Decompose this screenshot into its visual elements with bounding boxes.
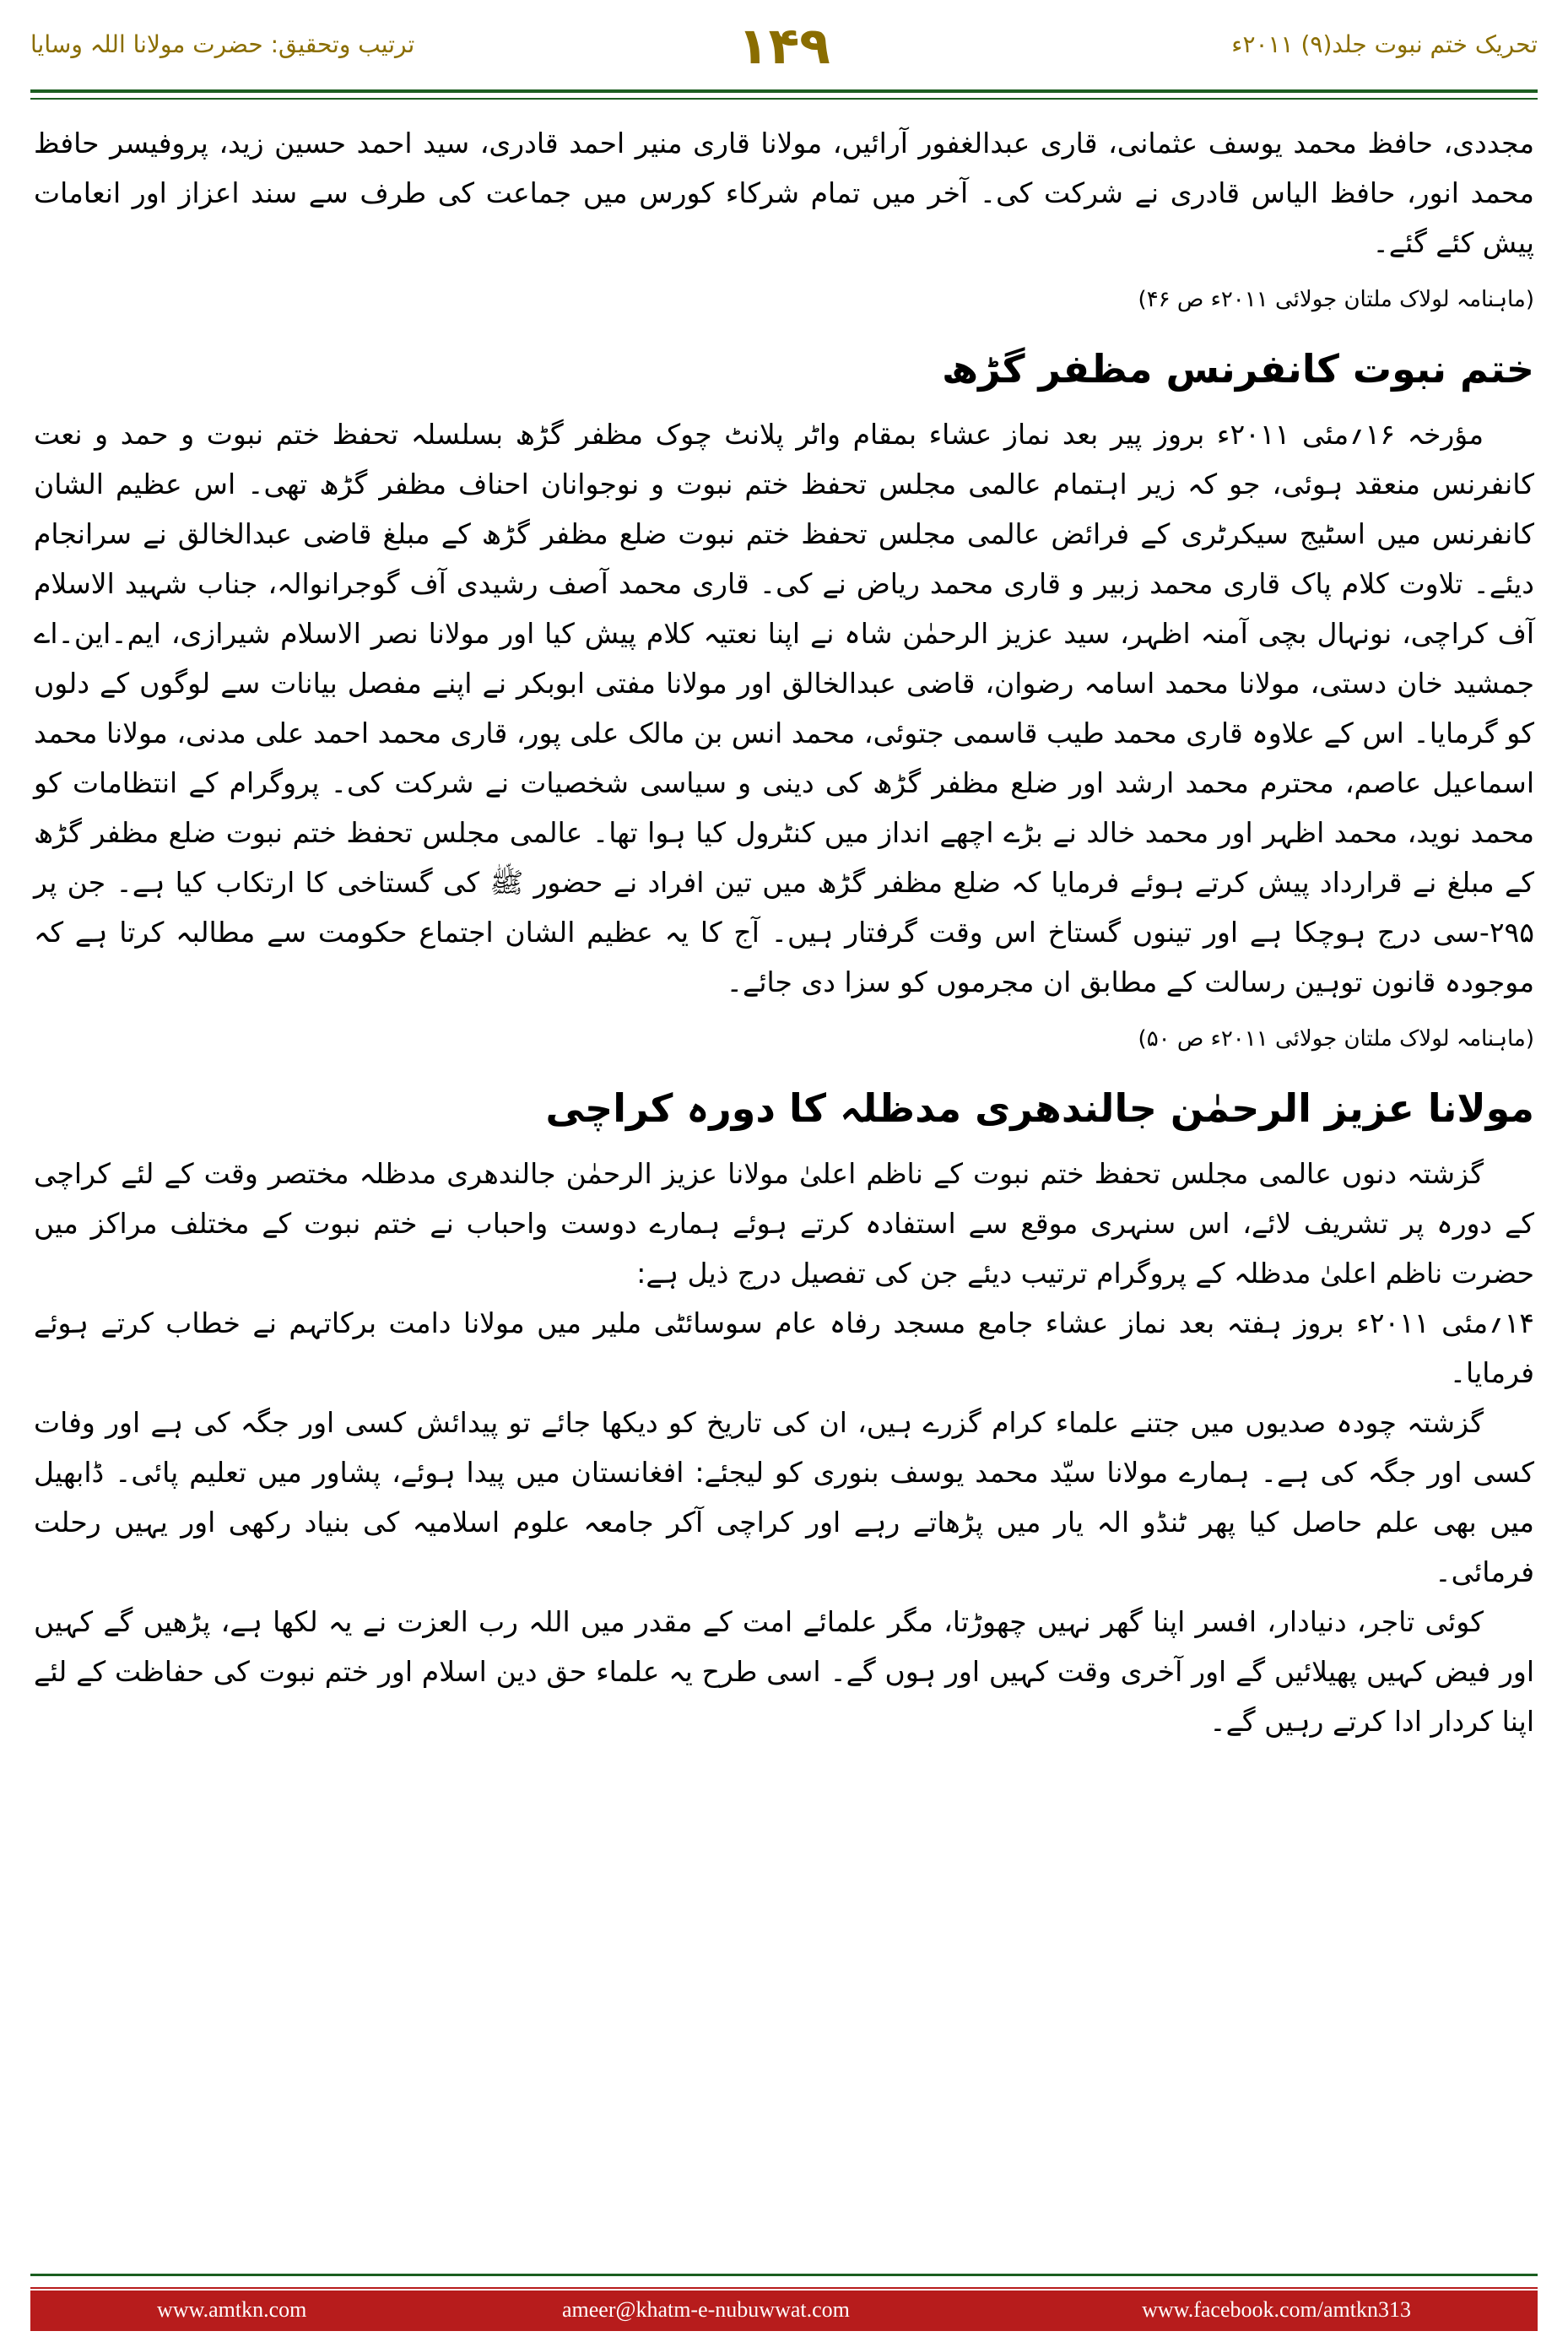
page-header <box>30 0 1538 88</box>
footer-email-link[interactable]: ameer@khatm-e-nubuwwat.com <box>562 2297 850 2322</box>
page-footer <box>30 2285 1538 2331</box>
header-rule-thin <box>30 98 1538 100</box>
intro-reference: (ماہنامہ لولاک ملتان جولائی ۲۰۱۱ء ص ۴۶) <box>1138 287 1534 312</box>
page-body <box>34 118 1534 1746</box>
section1-paragraph: مؤرخہ ۱۶؍مئی ۲۰۱۱ء بروز پیر بعد نماز عشاء بمقام واٹر پلانٹ چوک مظفر گڑھ بسلسلہ تحفظ ختم نبوت و حمد و نعت کانفرنس منعقد ہوئی، جو کہ زیر اہتمام عالمی مجلس تحفظ ختم نبوت و نوجوانان احناف مظفر گڑھ تھی۔ اس عظیم الشان کانفرنس میں اسٹیج سیکرٹری کے فرائض عالمی مجلس تحفظ ختم نبوت ضلع مظفر گڑھ کے مبلغ قاضی عبدالخالق نے سرانجام دیئے۔ تلاوت کلام پاک قاری محمد زبیر و قاری محمد ریاض نے کی۔ قاری محمد آصف رشیدی آف گوجرانوالہ، جناب شہید الاسلام آف کراچی، نونہال بچی آمنہ اظہر، سید عزیز الرحمٰن شاہ نے اپنا نعتیہ کلام پیش کیا اور مولانا نصر الاسلام شیرازی، ایم۔این۔اے جمشید خان دستی، مولانا محمد اسامہ رضوان، قاضی عبدالخالق اور مولانا مفتی ابوبکر نے اپنے مفصل بیانات سے لوگوں کے دلوں کو گرمایا۔ اس کے علاوہ قاری محمد طیب قاسمی جتوئی، محمد انس بن مالک علی پور، قاری محمد احمد علی مدنی، مولانا محمد اسماعیل عاصم، محترم محمد ارشد اور ضلع مظفر گڑھ کی دینی و سیاسی شخصیات نے شرکت کی۔ پروگرام کے انتظامات کو محمد نوید، محمد اظہر اور محمد خالد نے بڑے اچھے انداز میں کنٹرول کیا ہوا تھا۔ عالمی مجلس تحفظ ختم نبوت ضلع مظفر گڑھ کے مبلغ نے قرارداد پیش کرتے ہوئے فرمایا کہ ضلع مظفر گڑھ میں تین افراد نے حضور ﷺ کی گستاخی کا ارتکاب کیا ہے۔ جن پر ۲۹۵-سی درج ہوچکا ہے اور تینوں گستاخ اس وقت گرفتار ہیں۔ آج کا یہ عظیم الشان اجتماع حکومت سے مطالبہ کرتا ہے کہ موجودہ قانون توہین رسالت کے مطابق ان مجرموں کو سزا دی جائے۔ <box>34 418 1534 998</box>
section2-paragraph-4: کوئی تاجر، دنیادار، افسر اپنا گھر نہیں چھوڑتا، مگر علمائے امت کے مقدر میں اللہ رب العزت نے یہ لکھا ہے، پڑھیں گے کہیں اور فیض کہیں پھیلائیں گے اور آخری وقت کہیں اور ہوں گے۔ اسی طرح یہ علماء حق دین اسلام اور ختم نبوت کی حفاظت کے لئے اپنا کردار ادا کرتے رہیں گے۔ <box>34 1605 1534 1738</box>
header-rule <box>30 89 1538 93</box>
section2-heading: مولانا عزیز الرحمٰن جالندھری مدظلہ کا دورہ کراچی <box>545 1085 1534 1131</box>
header-book-title: تحریک ختم نبوت جلد(۹) ۲۰۱۱ء <box>1231 30 1538 58</box>
section1-reference: (ماہنامہ لولاک ملتان جولائی ۲۰۱۱ء ص ۵۰) <box>1138 1026 1534 1052</box>
header-compiler: ترتیب وتحقیق: حضرت مولانا اللہ وسایا <box>30 30 415 58</box>
intro-paragraph: مجددی، حافظ محمد یوسف عثمانی، قاری عبدالغفور آرائیں، مولانا قاری منیر احمد قادری، سید احمد حسین زید، پروفیسر حافظ محمد انور، حافظ الیاس قادری نے شرکت کی۔ آخر میں تمام شرکاء کورس میں جماعت کی طرف سے سند اعزاز اور انعامات پیش کئے گئے۔ <box>34 127 1534 259</box>
section1-heading: ختم نبوت کانفرنس مظفر گڑھ <box>942 346 1534 392</box>
page-number: ۱۴۹ <box>738 17 830 76</box>
footer-website-link[interactable]: www.amtkn.com <box>157 2297 307 2322</box>
section2-paragraph-2: ۱۴؍مئی ۲۰۱۱ء بروز ہفتہ بعد نماز عشاء جامع مسجد رفاہ عام سوسائٹی ملیر میں مولانا دامت برکاتہم نے خطاب کرتے ہوئے فرمایا۔ <box>34 1306 1535 1389</box>
section2-paragraph-1: گزشتہ دنوں عالمی مجلس تحفظ ختم نبوت کے ناظم اعلیٰ مولانا عزیز الرحمٰن جالندھری مدظلہ مختصر وقت کے لئے کراچی کے دورہ پر تشریف لائے، اس سنہری موقع سے استفادہ کرتے ہوئے ہمارے دوست واحباب نے ختم نبوت کے مختلف مراکز میں حضرت ناظم اعلیٰ مدظلہ کے پروگرام ترتیب دیئے جن کی تفصیل درج ذیل ہے: <box>34 1157 1534 1290</box>
section2-paragraph-3: گزشتہ چودہ صدیوں میں جتنے علماء کرام گزرے ہیں، ان کی تاریخ کو دیکھا جائے تو پیدائش کسی اور جگہ کی ہے اور وفات کسی اور جگہ کی ہے۔ ہمارے مولانا سیّد محمد یوسف بنوری کو لیجئے: افغانستان میں پیدا ہوئے، پشاور میں تعلیم پائی۔ ڈابھیل میں بھی علم حاصل کیا پھر ٹنڈو الہ یار میں پڑھاتے رہے اور کراچی آکر جامعہ علوم اسلامیہ کی بنیاد رکھی اور یہیں رحلت فرمائی۔ <box>34 1406 1534 1588</box>
footer-facebook-link[interactable]: www.facebook.com/amtkn313 <box>1142 2297 1411 2322</box>
footer-rule <box>30 2274 1538 2276</box>
